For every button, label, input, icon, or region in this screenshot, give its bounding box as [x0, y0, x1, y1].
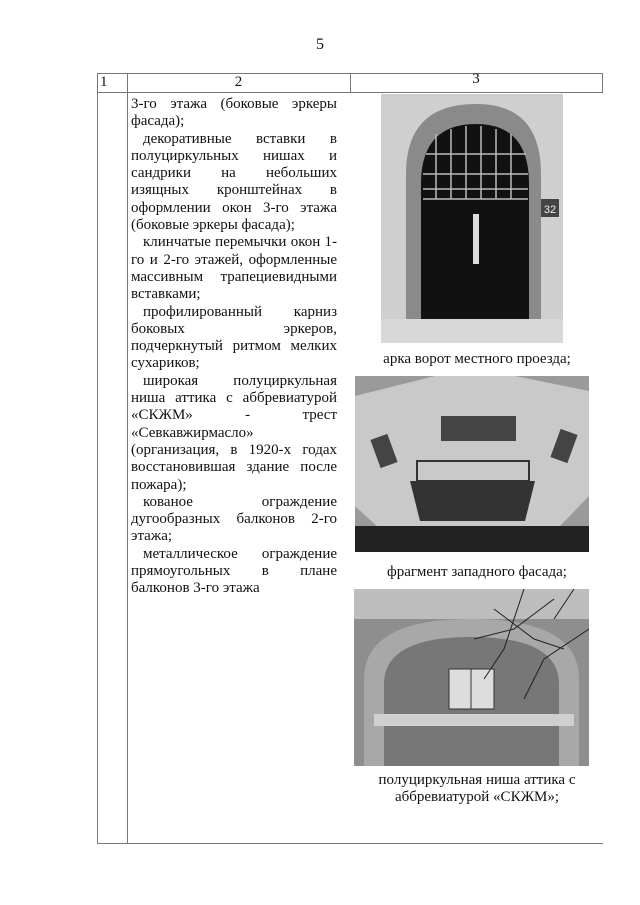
feature-paragraph: металлическое ограждение прямоугольных в плане балконов 3-го этажа: [131, 545, 337, 597]
feature-paragraph: клинчатые перемычки окон 1-го и 2-го этажей, оформленные массивным трапециевидными вставками;: [131, 234, 337, 303]
table-bottom-border: [97, 843, 603, 844]
feature-paragraph: профилированный карниз боковых эркеров, подчеркнутый ритмом мелких сухариков;: [131, 303, 337, 372]
photo-caption: полуциркульная ниша аттика с аббревиатурой «СКЖМ»;: [378, 772, 576, 805]
features-list: [131, 96, 337, 598]
photo-attic-niche: [354, 589, 589, 766]
header-col-3: 3: [472, 71, 480, 87]
house-number-plate: 32: [543, 204, 557, 216]
table-left-border: [97, 73, 98, 844]
photo-caption: арка ворот местного проезда;: [383, 351, 571, 367]
header-col-2: 2: [234, 74, 243, 90]
feature-paragraph: (организация, в 1920-х годах восстановившая здание после пожара);: [131, 441, 337, 493]
photo-arch-gate: [381, 94, 563, 343]
header-col-1: 1: [100, 74, 108, 90]
photo-caption: фрагмент западного фасада;: [387, 564, 567, 580]
feature-paragraph: широкая полуциркульная ниша аттика с аббревиатурой «СКЖМ» - трест «Севкавжирмасло»: [131, 372, 337, 441]
feature-paragraph: кованое ограждение дугообразных балконов 2-го этажа;: [131, 493, 337, 545]
photo-west-facade: [355, 376, 589, 552]
table-right-border: [602, 73, 603, 93]
feature-paragraph: декоративные вставки в полуциркульных нишах и сандрики на небольших изящных кронштейнах в оформлении окон 3-го этажа (боковые эркеры фасада);: [131, 130, 337, 234]
col1-col2-divider: [127, 73, 128, 844]
feature-paragraph: 3-го этажа (боковые эркеры фасада);: [131, 96, 337, 130]
page-number: 5: [316, 36, 324, 53]
